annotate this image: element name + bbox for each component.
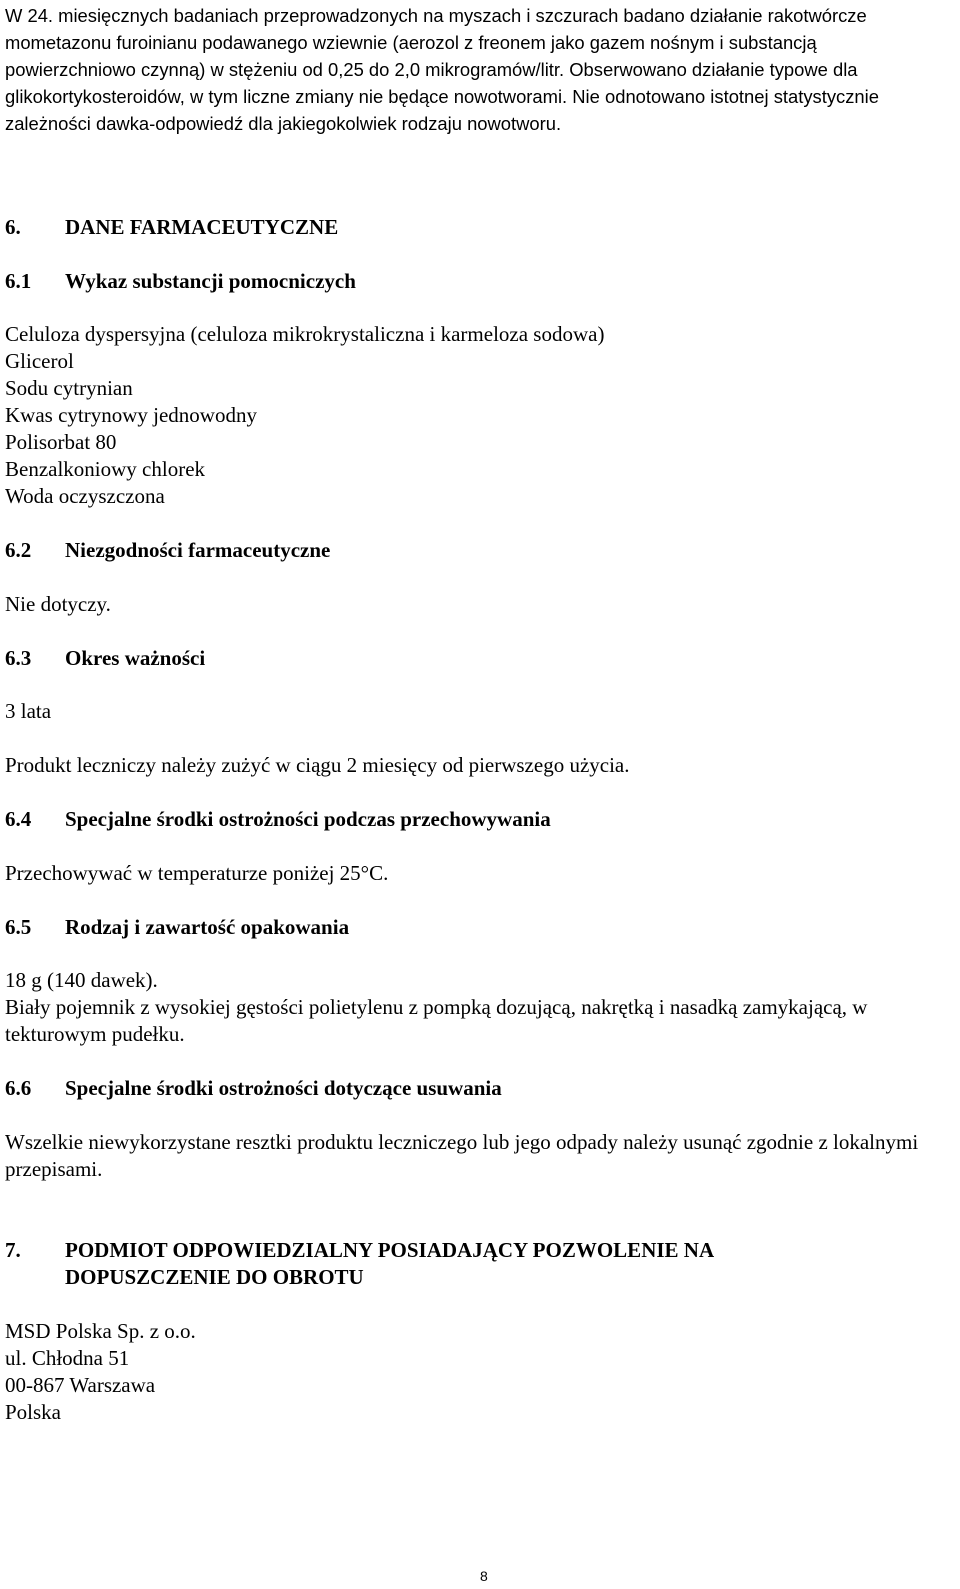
list-item: Sodu cytrynian [5,376,133,400]
page-number: 8 [480,1568,488,1584]
section-title: PODMIOT ODPOWIEDZIALNY POSIADAJĄCY POZWOLENIE NA DOPUSZCZENIE DO OBROTU [65,1238,713,1289]
shelf-life-text: 3 lata [5,699,52,723]
section-title: Rodzaj i zawartość opakowania [65,915,350,939]
section-6-4-heading [5,806,950,833]
section-6-6-heading [5,1075,950,1102]
section-6-2-text: Nie dotyczy. [5,592,111,616]
document-page [5,0,953,1589]
list-item: Glicerol [5,349,74,373]
country: Polska [5,1400,62,1424]
section-number: 6.1 [5,269,32,293]
section-number: 6.2 [5,538,32,562]
list-item: Woda oczyszczona [5,484,165,508]
pack-size: 18 g (140 dawek). [5,968,158,992]
section-6-3-heading [5,645,950,672]
intro-paragraph: W 24. miesięcznych badaniach przeprowadzonych na myszach i szczurach badano działanie rakotwórcze mometazonu furoinianu podawanego wziewnie (aerozol z freonem jako gazem nośnym i substancją powierzchniowo czynną) w stężeniu od 0,25 do 2,0 mikrogramów/litr. Obserwowano działanie typowe dla glikokortykosteroidów, w tym liczne zmiany nie będące nowotworami. Nie odnotowano istotnej statystycznie zależności dawka-odpowiedź dla jakiegokolwiek rodzaju nowotworu. [5,5,879,134]
postal-city: 00-867 Warszawa [5,1373,156,1397]
list-item: Kwas cytrynowy jednowodny [5,403,257,427]
disposal-text: Wszelkie niewykorzystane resztki produktu leczniczego lub jego odpady należy usunąć zgodnie z lokalnymi przepisami. [5,1130,919,1181]
list-item: Polisorbat 80 [5,430,117,454]
in-use-shelf-life-text: Produkt leczniczy należy zużyć w ciągu 2 miesięcy od pierwszego użycia. [5,753,630,777]
container-description: Biały pojemnik z wysokiej gęstości polietylenu z pompką dozującą, nakrętką i nasadką zamykającą, w tekturowym pudełku. [5,995,868,1046]
section-title: Specjalne środki ostrożności dotyczące usuwania [65,1076,502,1100]
section-6-5-heading [5,914,950,941]
section-6-heading [5,214,950,241]
section-7-heading [5,1237,950,1291]
company-name: MSD Polska Sp. z o.o. [5,1319,196,1343]
section-number: 6.6 [5,1076,32,1100]
section-6-2-heading [5,537,950,564]
section-number: 7. [5,1238,21,1262]
section-number: 6.4 [5,807,32,831]
storage-text: Przechowywać w temperaturze poniżej 25°C. [5,861,389,885]
packaging-text [5,967,950,1048]
section-title: DANE FARMACEUTYCZNE [65,215,339,239]
list-item: Celuloza dyspersyjna (celuloza mikrokrystaliczna i karmeloza sodowa) [5,322,605,346]
section-title: Okres ważności [65,646,206,670]
section-6-1-heading [5,268,950,295]
street-address: ul. Chłodna 51 [5,1346,130,1370]
section-number: 6. [5,215,21,239]
section-title: Wykaz substancji pomocniczych [65,269,356,293]
section-number: 6.3 [5,646,32,670]
list-item: Benzalkoniowy chlorek [5,457,206,481]
excipients-list [5,321,950,510]
marketing-authorisation-holder-address [5,1318,950,1426]
section-title: Niezgodności farmaceutyczne [65,538,331,562]
section-number: 6.5 [5,915,32,939]
section-title: Specjalne środki ostrożności podczas przechowywania [65,807,551,831]
